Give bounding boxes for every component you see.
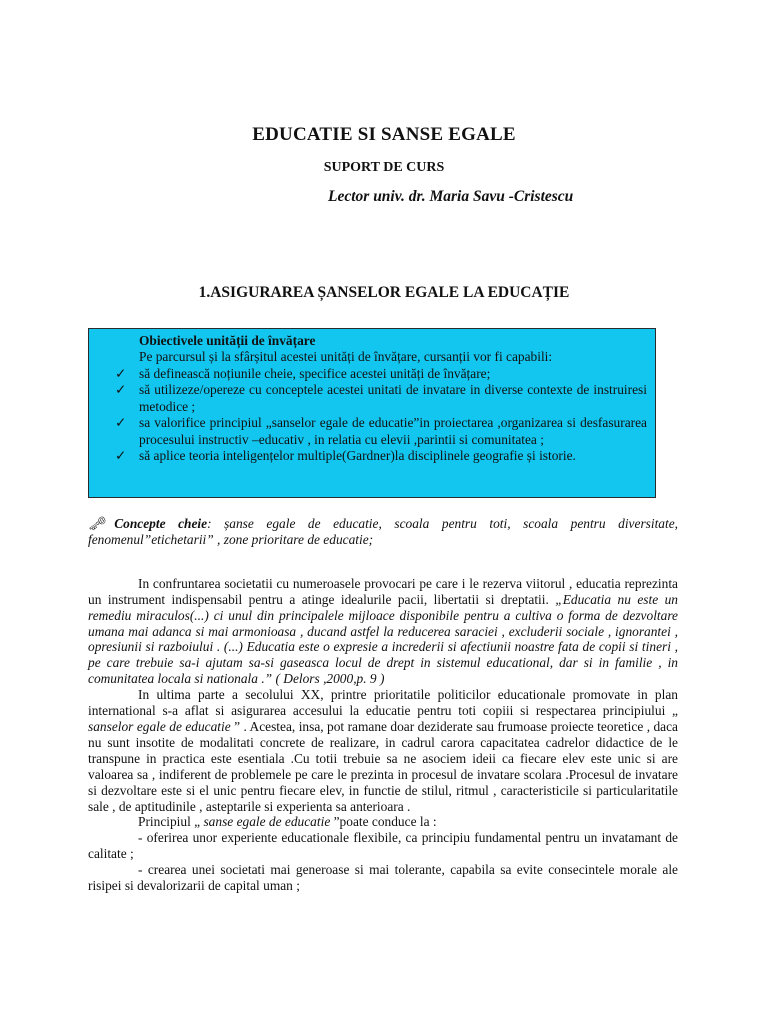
paragraph-text: Principiul „ <box>138 814 204 830</box>
objective-item <box>115 448 647 464</box>
objective-text: să aplice teoria inteligențelor multiple(Gardner)la disciplinele geografie și istorie. <box>139 448 576 464</box>
objective-item <box>115 415 647 448</box>
paragraph-text: ” . Acestea, insa, pot ramane doar deziderate sau frumoase proiecte teoretice , daca nu sunt insotite de modalitati concrete de realizare, in cadrul carora capacitatea cadrelor didactice de le transpune in practica este esentiala .Cu totii trebuie sa ne asociem ideii ca fiecare elev este unic si are valoarea sa , indiferent de problemele pe care le prezinta in procesul de invatare scolara .Procesul de invatare si dezvoltare este si el unic pentru fiecare elev, in functie de stilul, ritmul , caracteristicile si particularitatile sale , de aptitudinile , asteptarile si experienta sa anterioara . <box>88 718 678 814</box>
document-subtitle: SUPORT DE CURS <box>323 160 445 175</box>
objective-text: să utilizeze/opereze cu conceptele acestei unitati de invatare in diverse contexte de instruiresi metodice ; <box>139 382 647 414</box>
paragraph-text: ”poate conduce la : <box>330 814 437 830</box>
document-title: EDUCATIE SI SANSE EGALE <box>252 124 516 145</box>
objectives-box <box>88 328 656 498</box>
objective-text: sa valorifice principiul „sanselor egale de educatie”in proiectarea ,organizarea si desfasurarea procesului instructiv –educativ , in relatia cu elevii ,parintii si comunitatea ; <box>139 415 647 447</box>
paragraph <box>88 814 678 830</box>
keywords-line <box>88 516 678 548</box>
checkmark-icon: ✓ <box>115 366 127 381</box>
quote-text: „Educatia nu este un remediu miraculos(...) ci unul din principalele mijloace disponibile pentru a cultiva o forma de dezvoltare umana mai adanca si mai armonioasa , ducand astfel la reducerea saraciei , excluderii sociale , ignorantei , opresiunii si razboiului . (...) Educatia este o expresie a increderii si afectiunii noastre fata de copii si tineri , pe care trebuie sa-i ajutam sa-si gaseasca locul de drept in sistemul educational, dar si in familie , in comunitatea locala si nationala .” ( Delors ,2000,p. 9 ) <box>88 591 678 687</box>
paragraph <box>88 687 678 814</box>
checkmark-icon: ✓ <box>115 448 127 464</box>
checkmark-icon: ✓ <box>115 415 127 431</box>
objective-item <box>115 366 647 382</box>
paragraph-text: In confruntarea societatii cu numeroasele provocari pe care i le rezerva viitorul , educatia reprezinta un instrument indispensabil pentru a atinge idealurile pacii, libertatii si dreptatii. <box>88 575 678 607</box>
emphasis-text: sanselor egale de educatie <box>88 718 231 734</box>
author-line: Lector univ. dr. Maria Savu -Cristescu <box>328 188 574 205</box>
list-paragraph: - oferirea unor experiente educationale flexibile, ca principiu fundamental pentru un invatamant de calitate ; <box>88 830 678 862</box>
objectives-intro: Pe parcursul și la sfârșitul acestei unități de învățare, cursanții vor fi capabili: <box>139 349 553 364</box>
emphasis-text: sanse egale de educatie <box>203 814 331 830</box>
list-paragraph: - crearea unei societati mai generoase si mai tolerante, capabila sa evite consecintele morale ale risipei si devalorizarii de capital uman ; <box>88 862 678 894</box>
objective-item <box>115 382 647 415</box>
paragraph <box>88 576 678 687</box>
checkmark-icon: ✓ <box>115 382 127 398</box>
key-icon: 🗝 <box>88 516 115 531</box>
objectives-heading: Obiectivele unității de învățare <box>139 333 316 348</box>
body-text <box>88 516 678 894</box>
keywords-label: Concepte cheie <box>114 516 208 531</box>
keywords-text: : șanse egale de educatie, scoala pentru toti, scoala pentru diversitate, fenomenul”etichetarii” , zone prioritare de educatie; <box>88 516 679 547</box>
objectives-list <box>115 366 647 464</box>
objective-text: să definească noțiunile cheie, specifice acestei unități de învățare; <box>139 366 491 381</box>
section-title: 1.ASIGURAREA ȘANSELOR EGALE LA EDUCAȚIE <box>198 284 570 301</box>
paragraph-text: In ultima parte a secolului XX, printre prioritatile politicilor educationale promovate in plan international s-a aflat si asigurarea accesului la educatie pentru toti copiii si respectarea principiului „ <box>88 687 678 719</box>
